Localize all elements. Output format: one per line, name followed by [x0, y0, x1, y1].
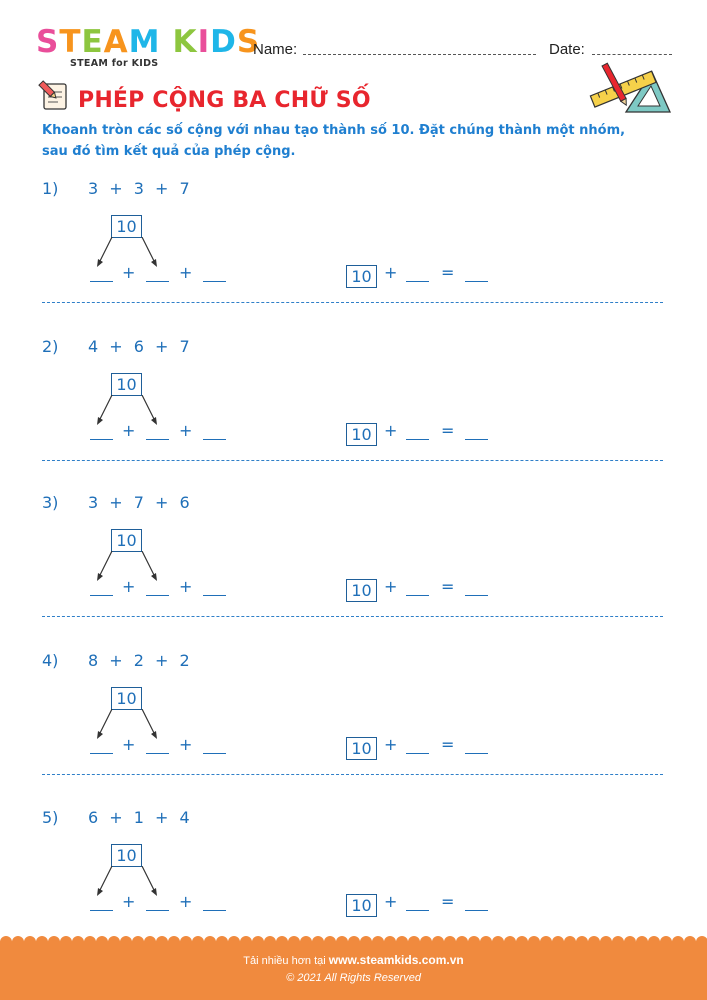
- group-ten-box: 10: [111, 529, 142, 552]
- date-label: Date:: [549, 41, 585, 58]
- exercise-4: [0, 651, 707, 808]
- answer-blank[interactable]: [146, 910, 169, 911]
- answer-blank[interactable]: [146, 281, 169, 282]
- instruction-line: Khoanh tròn các số cộng với nhau tạo thành số 10. Đặt chúng thành một nhóm,: [42, 123, 626, 138]
- footer-download-text: [0, 953, 707, 967]
- ten-box: 10: [346, 265, 377, 288]
- exercise-expression: 6 + 1 + 4: [88, 808, 190, 827]
- exercise-number: 1): [42, 179, 59, 198]
- name-field[interactable]: [303, 54, 536, 55]
- answer-blank[interactable]: [203, 910, 226, 911]
- exercise-number: 2): [42, 337, 59, 356]
- plus-sign: +: [179, 735, 193, 754]
- result-blank[interactable]: [465, 753, 488, 754]
- logo-letter: A: [103, 24, 129, 60]
- equals-sign: =: [441, 263, 455, 282]
- equals-sign: =: [441, 892, 455, 911]
- group-ten-box: 10: [111, 373, 142, 396]
- exercise-3: [0, 493, 707, 650]
- logo-subtitle: STEAM for KIDS: [70, 58, 159, 69]
- ten-box: 10: [346, 894, 377, 917]
- answer-blank[interactable]: [146, 753, 169, 754]
- logo-letter: S: [36, 24, 60, 60]
- logo-letter: E: [81, 24, 104, 60]
- answer-blank[interactable]: [146, 439, 169, 440]
- footer-site-link[interactable]: www.steamkids.com.vn: [328, 953, 464, 967]
- equals-sign: =: [441, 577, 455, 596]
- plus-sign: +: [179, 421, 193, 440]
- footer-copyright: © 2021 All Rights Reserved: [286, 972, 421, 984]
- instruction-line: sau đó tìm kết quả của phép cộng.: [42, 144, 296, 159]
- divider: [42, 616, 663, 617]
- logo-letter: K: [172, 24, 198, 60]
- plus-sign: +: [179, 577, 193, 596]
- plus-sign: +: [122, 577, 136, 596]
- plus-sign: +: [179, 263, 193, 282]
- result-blank[interactable]: [465, 439, 488, 440]
- answer-blank[interactable]: [406, 439, 429, 440]
- divider: [42, 302, 663, 303]
- answer-blank[interactable]: [203, 281, 226, 282]
- instructions: [42, 120, 662, 162]
- answer-blank[interactable]: [203, 753, 226, 754]
- footer-prefix: Tải nhiều hơn tại: [243, 955, 326, 967]
- group-ten-box: 10: [111, 215, 142, 238]
- answer-blank[interactable]: [406, 753, 429, 754]
- logo-letter: M: [128, 24, 161, 60]
- answer-blank[interactable]: [406, 281, 429, 282]
- ten-box: 10: [346, 579, 377, 602]
- plus-sign: +: [384, 421, 398, 440]
- answer-blank[interactable]: [90, 595, 113, 596]
- answer-blank[interactable]: [146, 595, 169, 596]
- exercise-expression: 3 + 7 + 6: [88, 493, 190, 512]
- answer-blank[interactable]: [406, 910, 429, 911]
- equals-sign: =: [441, 735, 455, 754]
- logo-letter: T: [59, 24, 82, 60]
- exercise-expression: 4 + 6 + 7: [88, 337, 190, 356]
- plus-sign: +: [384, 263, 398, 282]
- exercise-2: [0, 337, 707, 494]
- result-blank[interactable]: [465, 910, 488, 911]
- divider: [42, 460, 663, 461]
- date-field[interactable]: [592, 54, 672, 55]
- logo-letter: I: [197, 24, 211, 60]
- worksheet-icon: [38, 80, 72, 112]
- answer-blank[interactable]: [90, 281, 113, 282]
- plus-sign: +: [122, 892, 136, 911]
- answer-blank[interactable]: [406, 595, 429, 596]
- exercise-1: [0, 179, 707, 336]
- exercise-number: 5): [42, 808, 59, 827]
- result-blank[interactable]: [465, 281, 488, 282]
- divider: [42, 774, 663, 775]
- ten-box: 10: [346, 423, 377, 446]
- answer-blank[interactable]: [90, 910, 113, 911]
- exercise-expression: 8 + 2 + 2: [88, 651, 190, 670]
- ten-box: 10: [346, 737, 377, 760]
- plus-sign: +: [384, 577, 398, 596]
- answer-blank[interactable]: [90, 439, 113, 440]
- exercise-number: 3): [42, 493, 59, 512]
- plus-sign: +: [179, 892, 193, 911]
- logo-letter: D: [210, 24, 237, 60]
- group-ten-box: 10: [111, 844, 142, 867]
- answer-blank[interactable]: [203, 595, 226, 596]
- plus-sign: +: [122, 263, 136, 282]
- plus-sign: +: [122, 421, 136, 440]
- logo-letter: S: [236, 24, 261, 60]
- exercise-expression: 3 + 3 + 7: [88, 179, 190, 198]
- footer: [0, 942, 707, 1000]
- plus-sign: +: [122, 735, 136, 754]
- logo: [36, 26, 260, 58]
- answer-blank[interactable]: [90, 753, 113, 754]
- result-blank[interactable]: [465, 595, 488, 596]
- plus-sign: +: [384, 735, 398, 754]
- answer-blank[interactable]: [203, 439, 226, 440]
- exercise-number: 4): [42, 651, 59, 670]
- page-title: PHÉP CỘNG BA CHỮ SỐ: [78, 88, 371, 113]
- ruler-triangle-icon: [586, 58, 674, 116]
- group-ten-box: 10: [111, 687, 142, 710]
- equals-sign: =: [441, 421, 455, 440]
- name-label: Name:: [253, 41, 298, 58]
- plus-sign: +: [384, 892, 398, 911]
